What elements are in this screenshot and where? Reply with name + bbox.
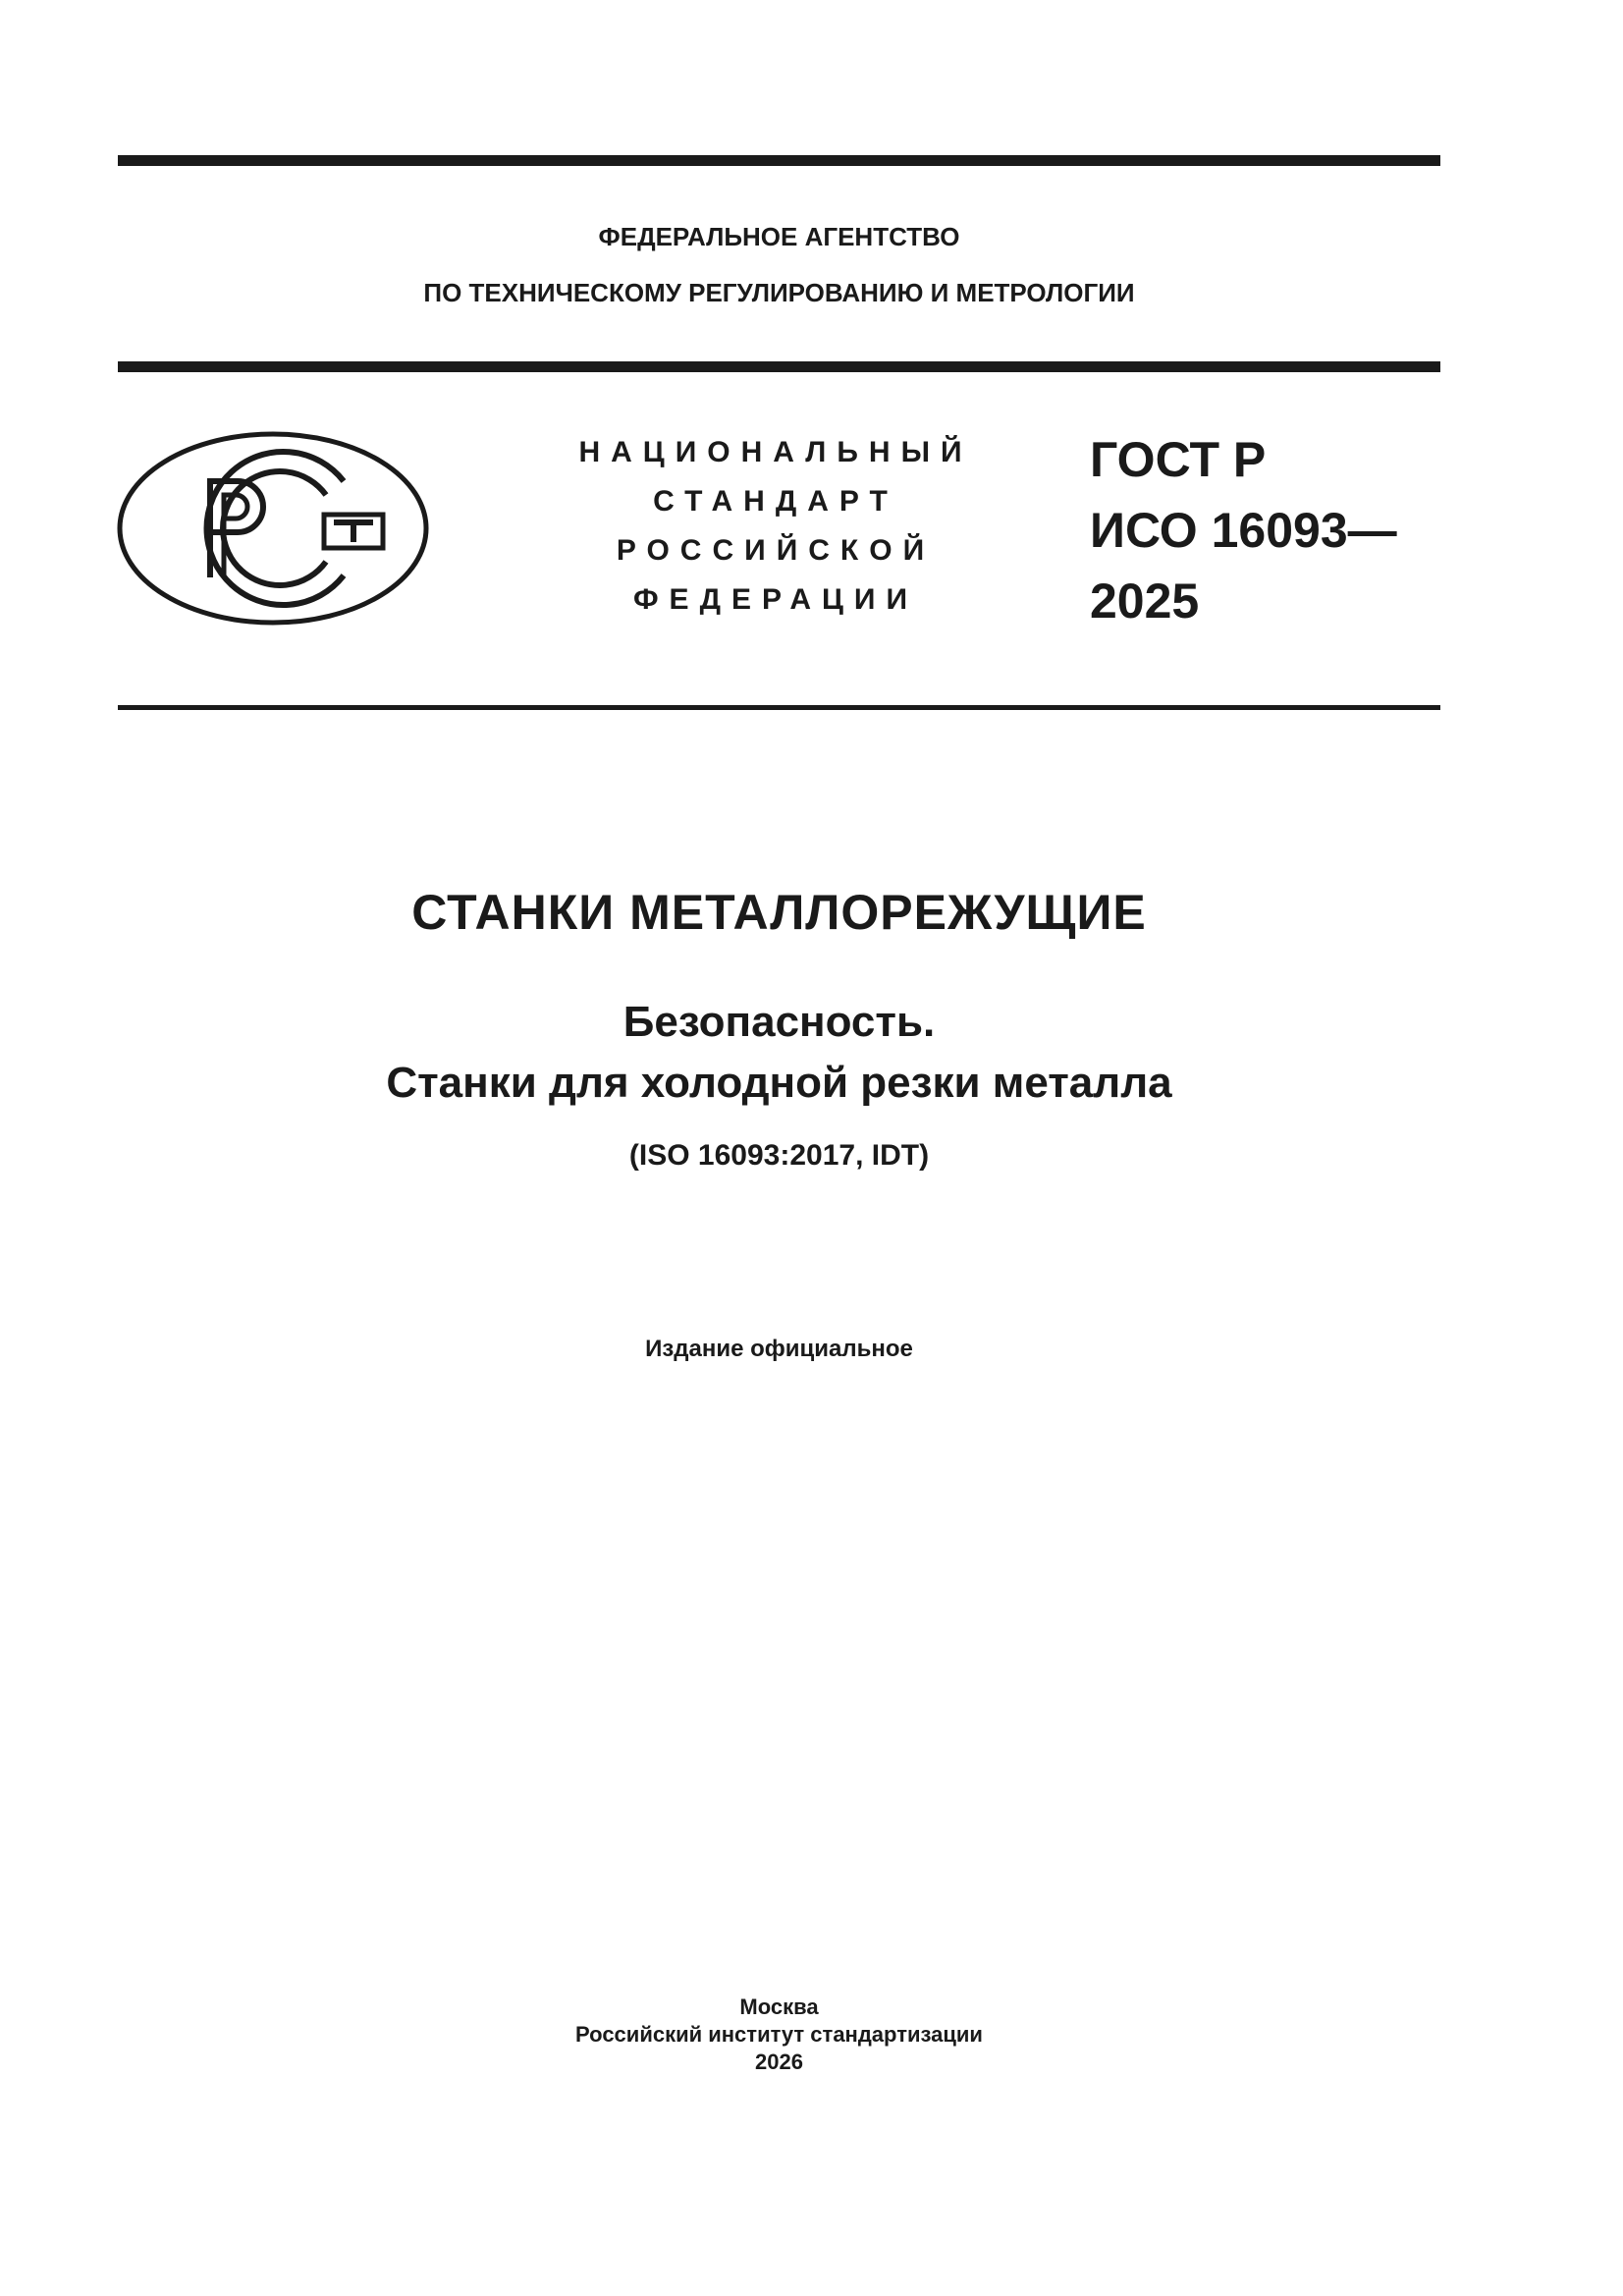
- national-standard-line: НАЦИОНАЛЬНЫЙ: [578, 436, 973, 468]
- agency-line-1: ФЕДЕРАЛЬНОЕ АГЕНТСТВО: [598, 222, 960, 251]
- designation-line-1: ГОСТ Р: [1090, 432, 1267, 487]
- header-bottom-rule: [118, 705, 1440, 710]
- header-rule: [118, 361, 1440, 372]
- subtitle-line-1: Безопасность.: [622, 998, 936, 1046]
- national-standard-line: РОССИЙСКОЙ: [616, 534, 936, 567]
- top-rule: [118, 155, 1440, 166]
- imprint-year: 2026: [755, 2050, 803, 2074]
- edition-label: Издание официальное: [645, 1336, 913, 1362]
- standard-designation: [1090, 424, 1397, 636]
- national-standard-line: СТАНДАРТ: [653, 485, 898, 518]
- iso-reference: (ISO 16093:2017, IDT): [628, 1139, 930, 1172]
- document-title: СТАНКИ МЕТАЛЛОРЕЖУЩИЕ: [411, 885, 1147, 940]
- designation-line-3: 2025: [1090, 574, 1200, 629]
- imprint: [118, 1994, 1440, 2076]
- national-standard-label: [550, 428, 1001, 625]
- subtitle-line-2: Станки для холодной резки металла: [386, 1059, 1172, 1107]
- imprint-city: Москва: [739, 1995, 819, 2019]
- imprint-publisher: Российский институт стандартизации: [575, 2022, 983, 2047]
- agency-line-2: ПО ТЕХНИЧЕСКОМУ РЕГУЛИРОВАНИЮ И МЕТРОЛОГИИ: [423, 278, 1135, 307]
- designation-line-2: ИСО 16093—: [1090, 503, 1397, 558]
- rst-logo-icon: [116, 430, 430, 627]
- document-subtitle: [118, 992, 1440, 1114]
- national-standard-line: ФЕДЕРАЦИИ: [632, 583, 919, 616]
